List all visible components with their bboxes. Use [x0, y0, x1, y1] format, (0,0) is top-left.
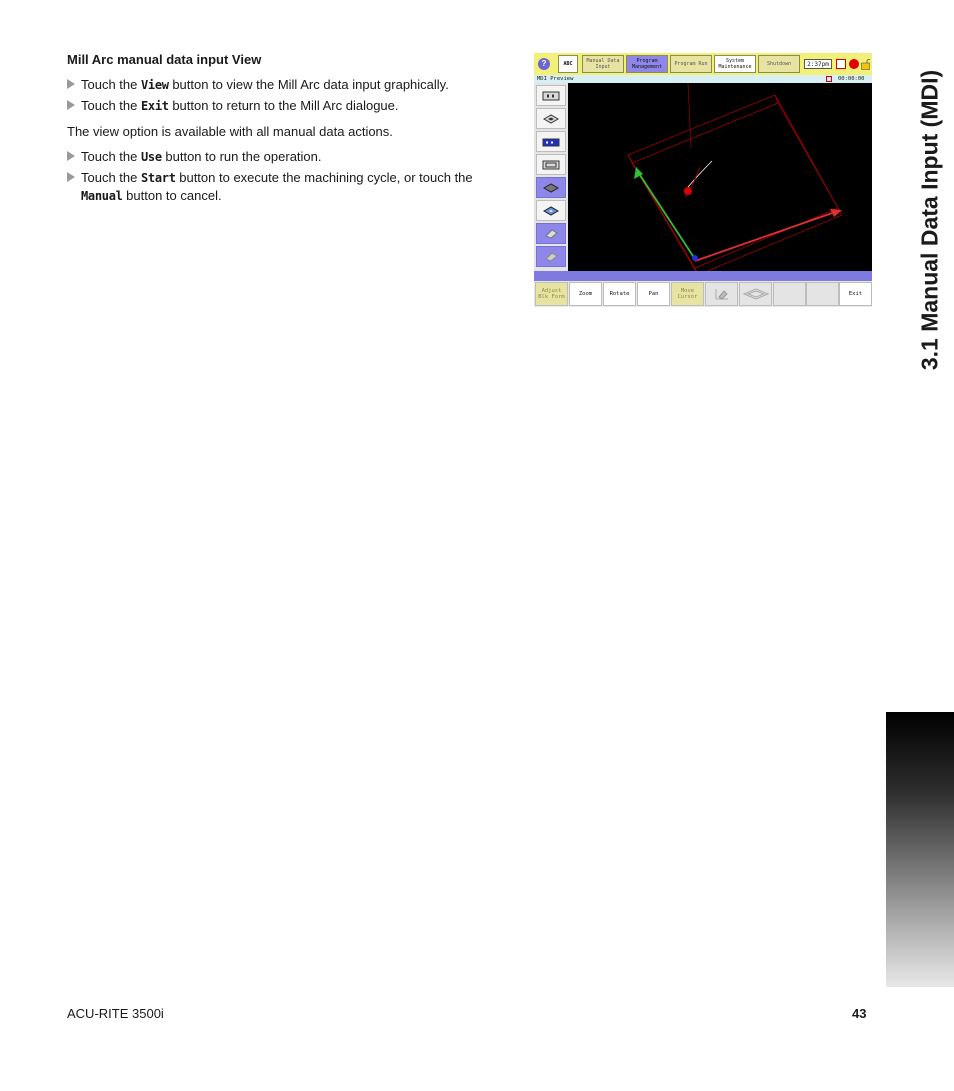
side-view-button[interactable] — [536, 131, 566, 152]
end-view-icon — [542, 160, 560, 170]
shaded-view-icon — [542, 252, 560, 262]
instruction-text: Touch the — [81, 77, 141, 92]
iso-view-button[interactable] — [536, 177, 566, 198]
view-tool-panel — [534, 83, 568, 271]
chapter-side-title — [910, 40, 950, 400]
blank-softkey[interactable] — [773, 282, 806, 306]
instruction-exit — [67, 97, 517, 115]
front-view-icon — [542, 91, 560, 101]
product-name: ACU-RITE 3500i — [67, 1006, 164, 1021]
system-maintenance-tab[interactable]: System Maintenance — [714, 55, 756, 73]
instruction-use — [67, 148, 517, 166]
manual-button-ref: Manual — [81, 189, 123, 203]
status-bar — [534, 75, 872, 83]
message-bar — [534, 271, 872, 281]
stop-icon[interactable] — [836, 59, 846, 69]
move-cursor-button[interactable]: Move Cursor — [671, 282, 704, 306]
view-button-ref: View — [141, 78, 169, 92]
blank-softkey[interactable] — [806, 282, 839, 306]
instruction-view — [67, 76, 517, 94]
elapsed-time: 00:00:00 — [838, 76, 865, 82]
use-button-ref: Use — [141, 150, 162, 164]
unlock-icon[interactable] — [861, 58, 870, 70]
section-heading: Mill Arc manual data input View — [67, 52, 262, 67]
wireframe-view-icon — [542, 229, 560, 239]
help-icon[interactable]: ? — [538, 58, 550, 70]
top-menu-bar — [534, 53, 872, 75]
origin-marker — [692, 255, 698, 261]
iso-solid-view-icon — [542, 206, 560, 216]
program-run-tab[interactable]: Program Run — [670, 55, 712, 73]
iso-solid-view-button[interactable] — [536, 200, 566, 221]
page-number: 43 — [852, 1006, 867, 1021]
shaded-view-button[interactable] — [536, 246, 566, 267]
zoom-button[interactable]: Zoom — [569, 282, 602, 306]
exit-button-ref: Exit — [141, 99, 169, 113]
chapter-title-text: 3.1 Manual Data Input (MDI) — [916, 69, 943, 371]
instruction-text: button to view the Mill Arc data input graphically. — [168, 77, 449, 92]
arc-path — [686, 167, 700, 197]
mode-label: MDI Preview — [537, 76, 574, 82]
shutdown-tab[interactable]: Shutdown — [758, 55, 800, 73]
exit-button[interactable]: Exit — [839, 282, 872, 306]
block-wireframe — [628, 83, 842, 271]
bullet-arrow-icon — [67, 79, 75, 89]
instruction-text: button to return to the Mill Arc dialogue. — [168, 98, 399, 113]
bullet-arrow-icon — [67, 172, 75, 182]
erase-button[interactable] — [705, 282, 738, 306]
clock: 2:37pm — [804, 59, 832, 69]
estop-icon[interactable] — [849, 59, 859, 69]
mdi-preview-screenshot — [534, 53, 872, 307]
bullet-arrow-icon — [67, 151, 75, 161]
manual-data-input-tab[interactable]: Manual Data Input — [582, 55, 624, 73]
wireframe-view-button[interactable] — [536, 223, 566, 244]
top-view-button[interactable] — [536, 108, 566, 129]
arc-path — [688, 161, 712, 187]
iso-view-icon — [542, 183, 560, 193]
instruction-text: button to run the operation. — [161, 149, 322, 164]
instruction-text: button to cancel. — [122, 188, 222, 203]
eraser-icon — [714, 287, 730, 301]
rotate-button[interactable]: Rotate — [603, 282, 636, 306]
bullet-arrow-icon — [67, 100, 75, 110]
y-axis-arrow — [636, 169, 695, 259]
block-outline-icon — [742, 288, 770, 300]
adjust-blk-form-button[interactable]: Adjust Blk Form — [535, 282, 568, 306]
program-management-tab[interactable]: Program Management — [626, 55, 668, 73]
start-button-ref: Start — [141, 171, 176, 185]
x-axis-arrow — [695, 211, 838, 261]
view-option-note: The view option is available with all manual data actions. — [67, 124, 393, 139]
block-view-button[interactable] — [739, 282, 772, 306]
instruction-text: button to execute the machining cycle, or touch the — [175, 170, 473, 185]
stop-icon — [826, 76, 832, 82]
abc-button[interactable]: ABC — [558, 55, 578, 73]
3d-preview-viewport[interactable] — [568, 83, 872, 271]
pan-button[interactable]: Pan — [637, 282, 670, 306]
instruction-text: Touch the — [81, 149, 141, 164]
instruction-text: Touch the — [81, 170, 141, 185]
side-view-icon — [542, 137, 560, 147]
end-view-button[interactable] — [536, 154, 566, 175]
instruction-start — [67, 169, 517, 205]
softkey-bar — [534, 281, 872, 307]
top-view-icon — [542, 114, 560, 124]
instruction-text: Touch the — [81, 98, 141, 113]
chapter-tab-gradient — [886, 712, 954, 987]
front-view-button[interactable] — [536, 85, 566, 106]
